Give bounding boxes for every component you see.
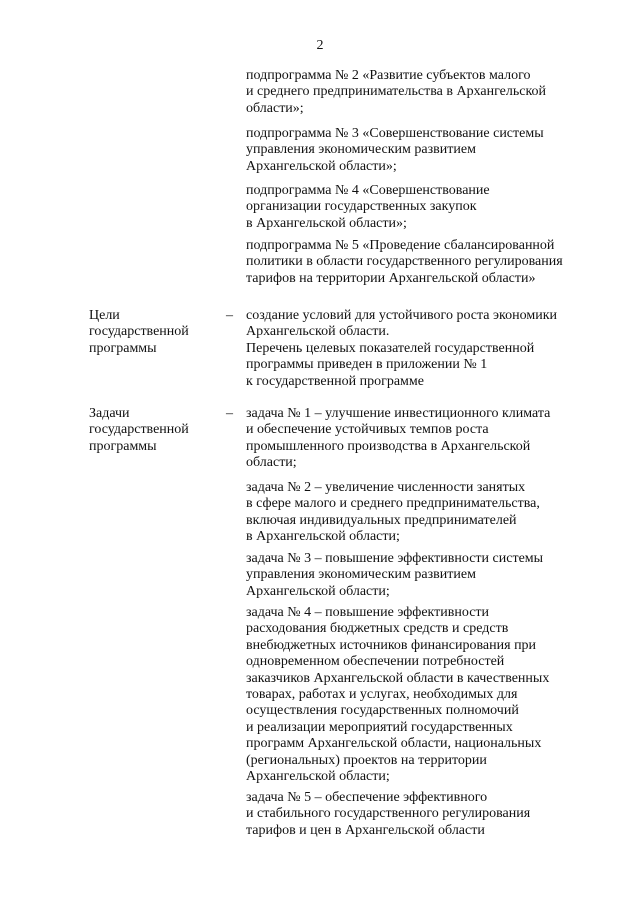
goals-label: Цели государственной программы [89, 308, 189, 356]
task-item: задача № 2 – увеличение численности занятых в сфере малого и среднего предпринимательства, включая индивидуальных предпринимателей в Архангельской области; [246, 480, 540, 545]
subprogram-item: подпрограмма № 3 «Совершенствование системы управления экономическим развитием Архангельской области»; [246, 126, 544, 174]
task-item: задача № 3 – повышение эффективности системы управления экономическим развитием Архангельской области; [246, 551, 544, 599]
subprogram-item: подпрограмма № 4 «Совершенствование организации государственных закупок в Архангельской области»; [246, 183, 490, 231]
tasks-label: Задачи государственной программы [89, 406, 189, 454]
page-number: 2 [316, 38, 324, 53]
tasks-dash: – [226, 406, 233, 421]
subprogram-item: подпрограмма № 5 «Проведение сбалансированной политики в области государственного регулирования тарифов на территории Архангельской области» [246, 238, 563, 286]
task-item: задача № 5 – обеспечение эффективного и стабильного государственного регулирования тарифов и цен в Архангельской области [246, 790, 531, 838]
task-item: задача № 4 – повышение эффективности расходования бюджетных средств и средств внебюджетных источников финансирования при одновременном обеспечении потребностей заказчиков Архангельской области в качественных товарах, работах и услугах, необходимых для осуществления государственных полномочий и реализации мероприятий государственных программ Архангельской области, национальных (региональных) проектов на территории Архангельской области; [246, 605, 550, 785]
goals-dash: – [226, 308, 233, 323]
goals-text: создание условий для устойчивого роста экономики Архангельской области. Перечень целевых показателей государственной программы приведен в приложении № 1 к государственной программе [246, 308, 557, 389]
subprogram-item: подпрограмма № 2 «Развитие субъектов малого и среднего предпринимательства в Архангельской области»; [246, 68, 547, 116]
task-item: задача № 1 – улучшение инвестиционного климата и обеспечение устойчивых темпов роста промышленного производства в Архангельской области; [246, 406, 551, 471]
